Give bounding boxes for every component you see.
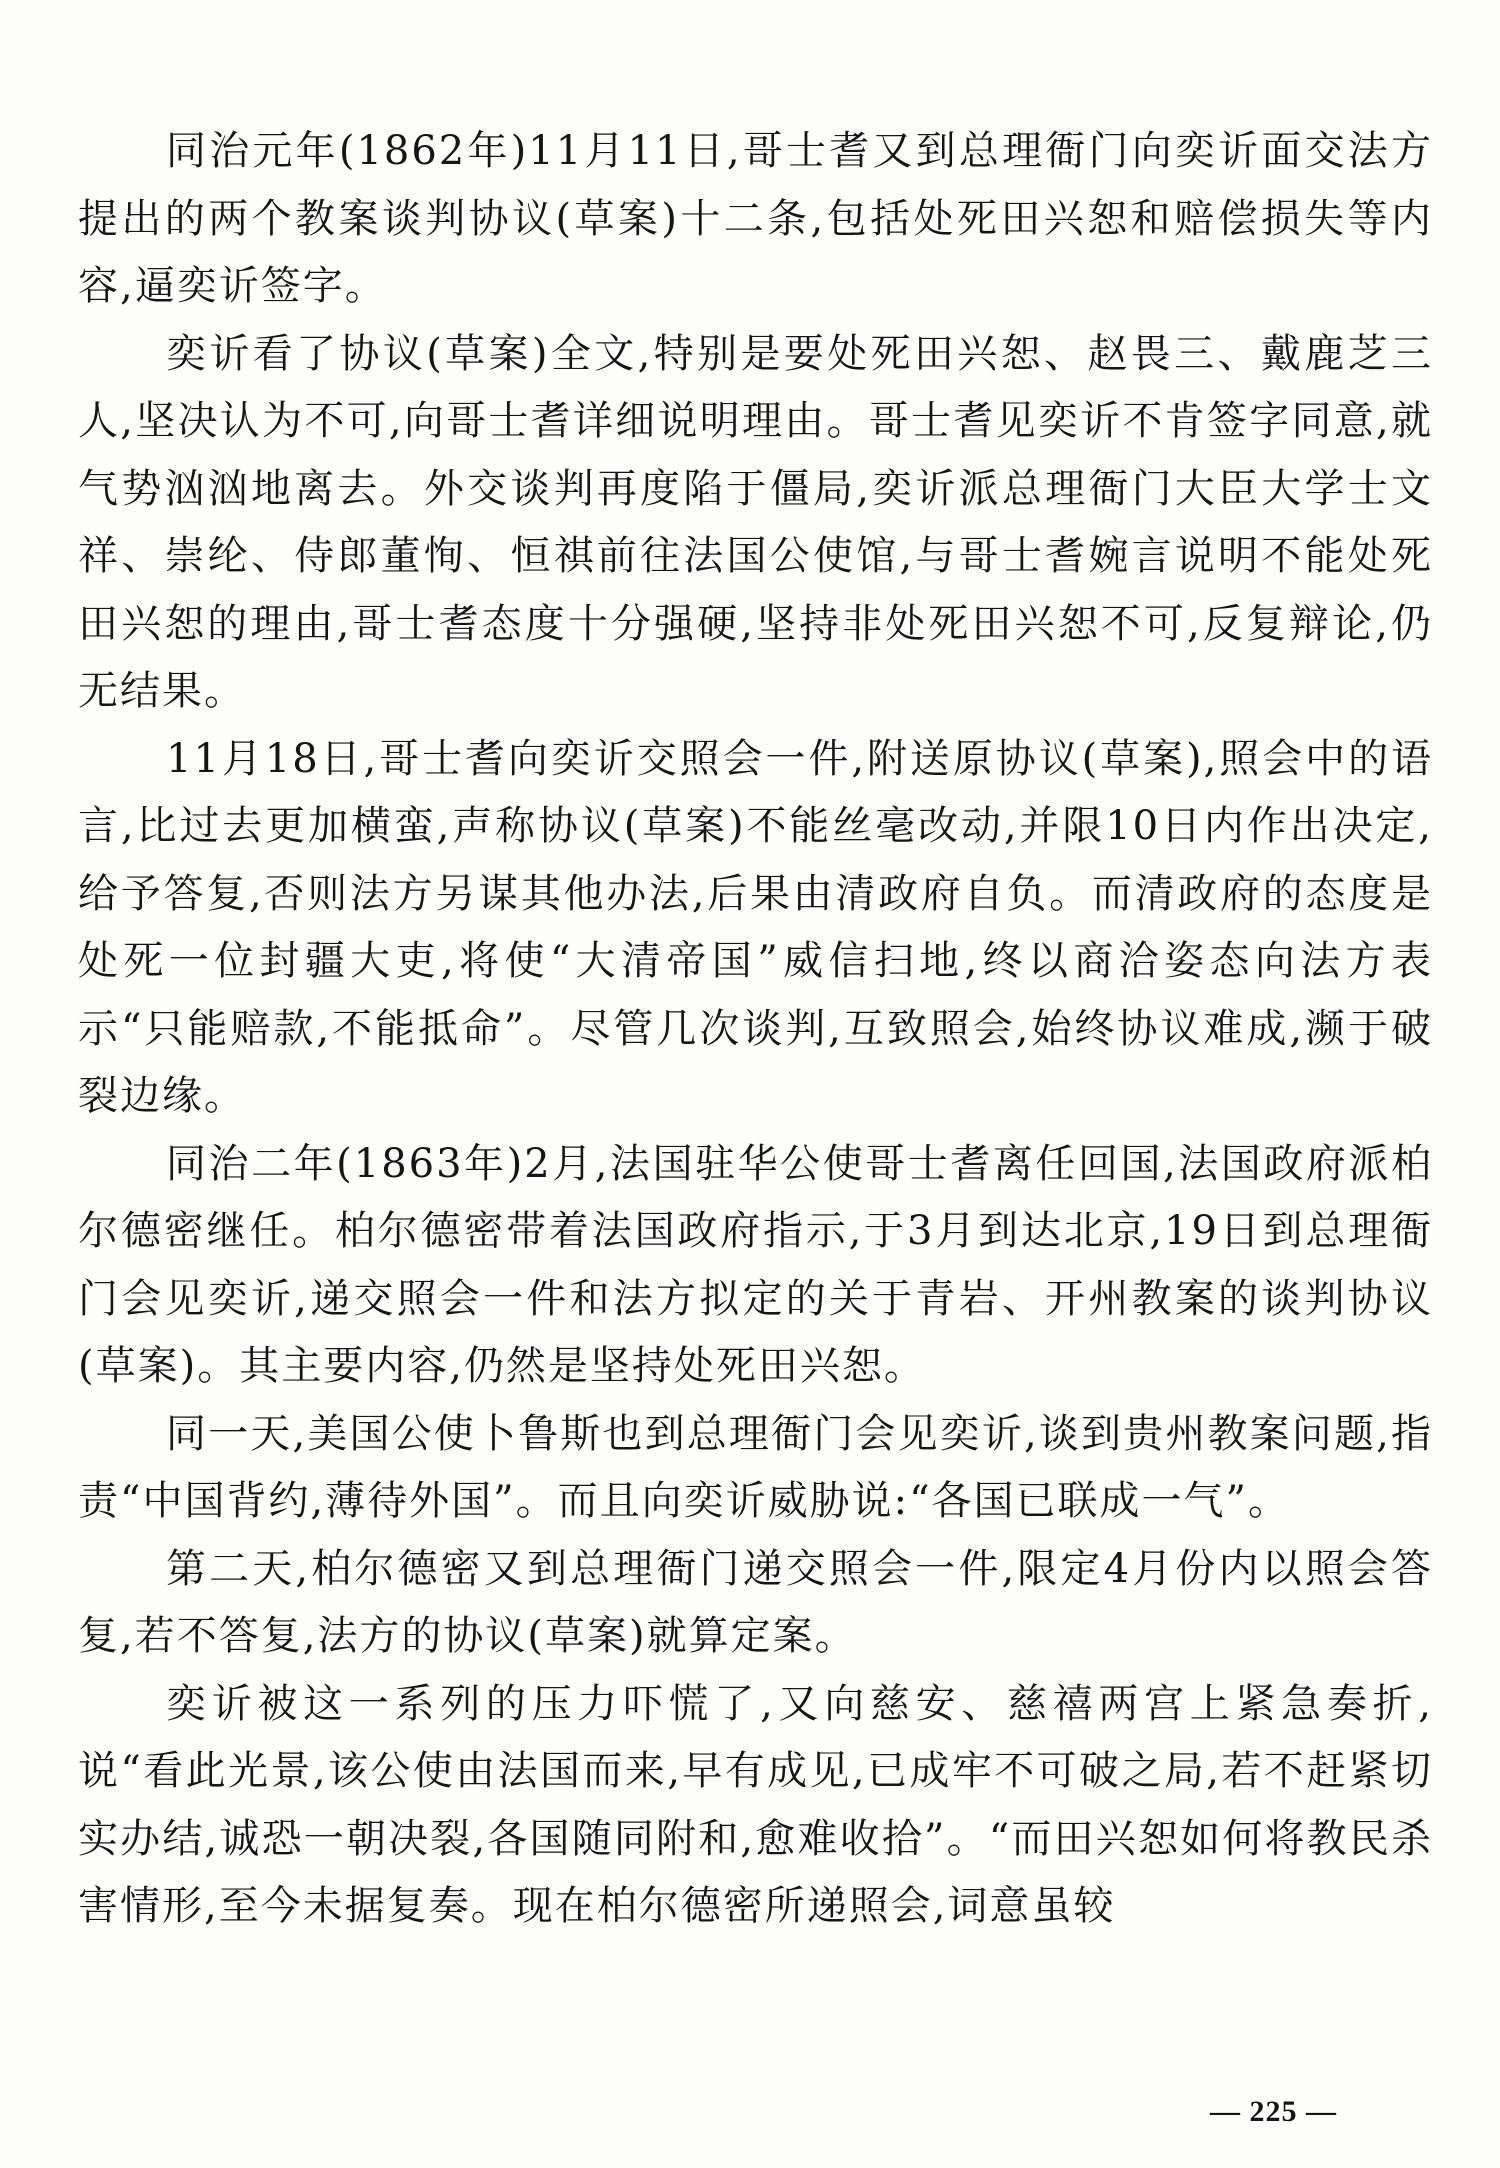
paragraph-2: 奕䜣看了协议(草案)全文,特别是要处死田兴恕、赵畏三、戴鹿芝三人,坚决认为不可,向哥士耆详细说明理由。哥士耆见奕䜣不肯签字同意,就气势汹汹地离去。外交谈判再度陷于僵局,奕䜣派总理衙门大臣大学士文祥、崇纶、侍郎董恂、恒祺前往法国公使馆,与哥士耆婉言说明不能处死田兴恕的理由,哥士耆态度十分强硬,坚持非处死田兴恕不可,反复辩论,仍无结果。: [78, 330, 1433, 714]
page-number: — 225 —: [1210, 2095, 1337, 2128]
paragraph-5: 同一天,美国公使卜鲁斯也到总理衙门会见奕䜣,谈到贵州教案问题,指责“中国背约,薄待外国”。而且向奕䜣威胁说:“各国已联成一气”。: [78, 1410, 1433, 1524]
paragraph-3: 11月18日,哥士耆向奕䜣交照会一件,附送原协议(草案),照会中的语言,比过去更加横蛮,声称协议(草案)不能丝毫改动,并限10日内作出决定,给予答复,否则法方另谋其他办法,后果由清政府自负。而清政府的态度是处死一位封疆大吏,将使“大清帝国”威信扫地,终以商洽姿态向法方表示“只能赔款,不能抵命”。尽管几次谈判,互致照会,始终协议难成,濒于破裂边缘。: [78, 735, 1433, 1119]
paragraph-4: 同治二年(1863年)2月,法国驻华公使哥士耆离任回国,法国政府派柏尔德密继任。柏尔德密带着法国政府指示,于3月到达北京,19日到总理衙门会见奕䜣,递交照会一件和法方拟定的关于青岩、开州教案的谈判协议(草案)。其主要内容,仍然是坚持处死田兴恕。: [78, 1140, 1433, 1389]
paragraph-6: 第二天,柏尔德密又到总理衙门递交照会一件,限定4月份内以照会答复,若不答复,法方的协议(草案)就算定案。: [78, 1545, 1433, 1659]
body-text: [78, 118, 1433, 1941]
paragraph-7: 奕䜣被这一系列的压力吓慌了,又向慈安、慈禧两宫上紧急奏折,说“看此光景,该公使由法国而来,早有成见,已成牢不可破之局,若不赶紧切实办结,诚恐一朝决裂,各国随同附和,愈难收拾”。“而田兴恕如何将教民杀害情形,至今未据复奏。现在柏尔德密所递照会,词意虽较: [78, 1680, 1433, 1929]
paragraph-1: 同治元年(1862年)11月11日,哥士耆又到总理衙门向奕䜣面交法方提出的两个教案谈判协议(草案)十二条,包括处死田兴恕和赔偿损失等内容,逼奕䜣签字。: [78, 128, 1433, 309]
